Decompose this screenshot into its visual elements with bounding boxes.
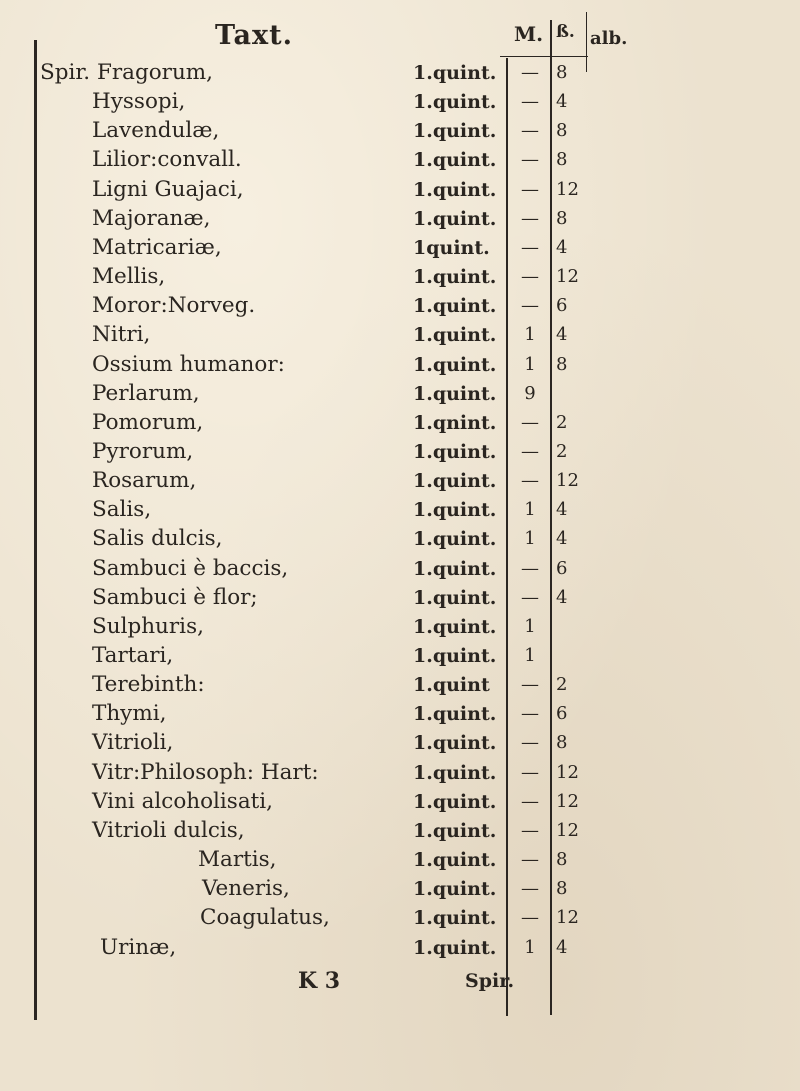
entry-second-value: 8 [556, 353, 568, 375]
entry-first-value: — [521, 178, 539, 200]
entry-first-value: 1 [524, 645, 536, 666]
page-heading: Taxt. [215, 20, 293, 51]
entry-quantity: 1.quint. [413, 615, 497, 638]
entry-name: Perlarum, [92, 380, 200, 406]
entry-first-value: — [521, 207, 539, 229]
entry-first-value: — [521, 62, 539, 83]
entry-first-value: — [521, 440, 539, 462]
entry-name: Veneris, [202, 876, 290, 902]
entry-quantity: 1.quint. [413, 178, 497, 201]
entry-second-value: 8 [556, 732, 568, 754]
left-margin-rule [34, 40, 37, 1020]
entry-first-value: 9 [524, 382, 536, 404]
entry-second-value: 6 [556, 703, 568, 725]
entry-quantity: 1.quint. [413, 878, 497, 901]
entry-second-value: 12 [556, 761, 579, 783]
entry-quantity: 1.quint. [413, 790, 497, 813]
entry-name: Rosarum, [92, 468, 197, 494]
entry-quantity: 1.quint. [413, 266, 497, 289]
entry-name: Ligni Guajaci, [92, 176, 244, 202]
entry-second-value: 4 [556, 528, 568, 550]
entry-name: Spir. Fragorum, [40, 60, 214, 85]
column-header-alb: alb. [590, 28, 628, 49]
entry-quantity: 1.quint. [413, 207, 497, 230]
entry-second-value: 4 [556, 91, 568, 113]
entry-second-value: 4 [556, 324, 568, 346]
entry-quantity: 1.quint. [413, 907, 497, 930]
entry-name: Matricariæ, [92, 234, 222, 260]
entry-name: Moror:Norveg. [92, 293, 256, 319]
entry-second-value: 12 [556, 907, 579, 929]
entry-first-value: — [521, 149, 539, 171]
entry-second-value: 8 [556, 120, 568, 142]
entry-first-value: 1 [524, 615, 536, 637]
entry-first-value: — [521, 732, 539, 754]
entry-name: Salis dulcis, [92, 526, 223, 552]
entry-quantity: 1.quint. [413, 149, 497, 172]
entry-second-value: 2 [556, 674, 568, 696]
entry-quantity: 1.quint. [413, 295, 497, 318]
entry-second-value: 4 [556, 236, 568, 258]
entry-name: Majoranæ, [92, 205, 211, 231]
entry-name: Vini alcoholisati, [92, 788, 274, 814]
entry-first-value: — [521, 674, 539, 696]
entry-quantity: 1.quint. [413, 703, 497, 726]
entry-quantity: 1.quint. [413, 761, 497, 784]
entry-second-value: 12 [556, 178, 579, 200]
entry-second-value: 4 [556, 499, 568, 521]
entry-name: Pyrorum, [92, 438, 194, 464]
entry-name: Vitrioli, [92, 730, 174, 756]
signature-mark: K 3 [298, 968, 341, 994]
entry-name: Vitr:Philosoph: Hart: [92, 759, 319, 785]
entry-second-value: 8 [556, 149, 568, 171]
entry-second-value: 8 [556, 62, 568, 83]
entry-first-value: — [521, 703, 539, 725]
entry-name: Sambuci è baccis, [92, 555, 289, 581]
entry-second-value: 12 [556, 470, 579, 492]
entry-quantity: 1.quint. [413, 819, 497, 842]
header-rule [500, 56, 588, 57]
entry-first-value: — [521, 586, 539, 608]
entry-first-value: — [521, 120, 539, 142]
entry-name: Lavendulæ, [92, 118, 220, 144]
entry-second-value: 2 [556, 440, 568, 462]
entry-name: Urinæ, [100, 934, 177, 960]
entry-quantity: 1.quint. [413, 849, 497, 872]
entry-quantity: 1.quint [413, 674, 490, 697]
entry-second-value: 8 [556, 207, 568, 229]
entry-quantity: 1.qnint. [413, 411, 497, 434]
entry-second-value: 6 [556, 295, 568, 317]
entry-first-value: — [521, 907, 539, 929]
entry-first-value: — [521, 266, 539, 288]
entry-quantity: 1.quint. [413, 470, 497, 493]
entry-first-value: — [521, 470, 539, 492]
entry-quantity: 1.quint. [413, 91, 497, 114]
entry-second-value: 4 [556, 586, 568, 608]
entry-first-value: 1 [524, 499, 536, 521]
entry-second-value: 12 [556, 790, 579, 812]
entry-quantity: 1.quint. [413, 499, 497, 522]
entry-first-value: — [521, 295, 539, 317]
entry-name: Nitri, [92, 322, 151, 348]
entry-second-value: 6 [556, 557, 568, 579]
entry-first-value: 1 [524, 324, 536, 346]
entry-quantity: 1.quint. [413, 586, 497, 609]
entry-first-value: — [521, 236, 539, 258]
entry-quantity: 1.quint. [413, 353, 497, 376]
entry-first-value: — [521, 849, 539, 871]
entry-name: Coagulatus, [200, 905, 330, 931]
entry-second-value: 8 [556, 849, 568, 871]
column-header-unit: ß. [556, 22, 575, 42]
entry-quantity: 1.quint. [413, 440, 497, 463]
entry-first-value: 1 [524, 528, 536, 550]
entry-name: Mellis, [92, 264, 166, 290]
entry-quantity: 1.quint. [413, 382, 497, 405]
entry-first-value: — [521, 878, 539, 900]
entry-second-value: 12 [556, 819, 579, 841]
second-column-rule [550, 20, 552, 1015]
entry-second-value: 12 [556, 266, 579, 288]
entry-name: Hyssopi, [92, 89, 186, 115]
entry-second-value: 2 [556, 411, 568, 433]
entry-quantity: 1quint. [413, 236, 490, 259]
entry-name: Tartari, [92, 643, 174, 668]
entry-quantity: 1.quint. [413, 528, 497, 551]
entry-first-value: — [521, 790, 539, 812]
entry-name: Thymi, [92, 701, 167, 727]
entry-second-value: 8 [556, 878, 568, 900]
entry-name: Terebinth: [92, 672, 205, 698]
entry-first-value: 1 [524, 353, 536, 375]
entry-name: Sulphuris, [92, 613, 204, 639]
entry-name: Pomorum, [92, 409, 204, 435]
entry-name: Vitrioli dulcis, [92, 817, 245, 843]
entry-first-value: — [521, 819, 539, 841]
entry-quantity: 1.quint. [413, 120, 497, 143]
entry-name: Ossium humanor: [92, 351, 285, 377]
entry-quantity: 1.quint. [413, 62, 497, 84]
quantity-column-rule [506, 58, 508, 1016]
entry-second-value: 4 [556, 936, 568, 958]
entry-quantity: 1.quint. [413, 732, 497, 755]
entry-name: Salis, [92, 497, 152, 523]
entry-quantity: 1.quint. [413, 645, 497, 667]
entry-first-value: 1 [524, 936, 536, 958]
entry-first-value: — [521, 761, 539, 783]
entry-first-value: — [521, 411, 539, 433]
entry-name: Lilior:convall. [92, 147, 242, 173]
entry-first-value: — [521, 557, 539, 579]
catchword: Spir. [465, 970, 515, 992]
third-column-rule [586, 12, 587, 72]
entry-quantity: 1.quint. [413, 936, 497, 959]
entry-name: Martis, [198, 847, 277, 873]
entry-quantity: 1.quint. [413, 324, 497, 347]
column-header-mark: M. [514, 22, 544, 46]
entry-quantity: 1.quint. [413, 557, 497, 580]
entry-name: Sambuci è flor; [92, 584, 258, 610]
entry-first-value: — [521, 91, 539, 113]
